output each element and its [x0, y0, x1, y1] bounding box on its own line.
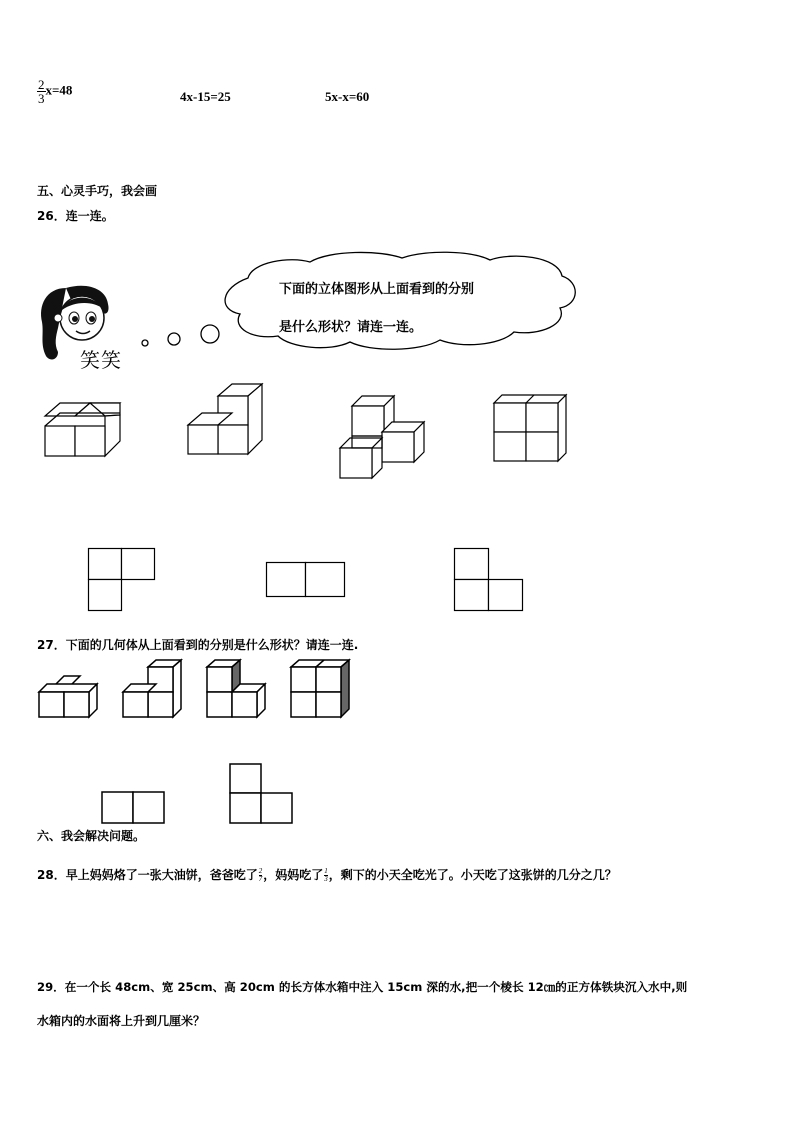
- character-caption: 笑笑: [80, 348, 122, 372]
- equation-1: $\frac{2}{3}$ x=48: [38, 77, 73, 106]
- q26-view-shape-3: [454, 548, 526, 612]
- q27-view-shape-2: [229, 763, 295, 825]
- q27-solid-figure-4: [290, 659, 352, 720]
- question-27-label: 27．下面的几何体从上面看到的分别是什么形状？请连一连.: [37, 638, 359, 652]
- q27-solid-figure-1: [38, 675, 100, 720]
- fraction-2-3: $\frac{2}{3}$: [38, 77, 45, 106]
- q26-solid-figure-3: [338, 394, 428, 480]
- bubble-text-line-1: 下面的立体图形从上面看到的分别: [279, 282, 475, 297]
- q26-view-shape-2: [266, 562, 346, 598]
- q26-solid-figure-2: [188, 384, 268, 456]
- equation-2: 4x-15=25: [180, 89, 231, 104]
- equation-3: 5x-x=60: [325, 89, 370, 104]
- q27-solid-figure-2: [122, 659, 184, 720]
- section-5-heading: 五、心灵手巧，我会画: [37, 184, 158, 198]
- question-26-label: 26．连一连。: [37, 209, 114, 223]
- fraction-2-7: $\frac{2}{7}$: [258, 867, 263, 883]
- fraction-1-3: $\frac{1}{3}$: [324, 867, 328, 883]
- q27-solid-figure-3: [206, 659, 268, 720]
- question-28: 28．早上妈妈烙了一张大油饼，爸爸吃了 $\frac{2}{7}$ ，妈妈吃了 $\frac{1}{3}$ ，剩下的小天全吃光了。小天吃了这张饼的几分之几？: [37, 867, 617, 883]
- thought-bubble: [140, 248, 600, 360]
- q26-solid-figure-4: [492, 393, 572, 465]
- q27-view-shape-1: [101, 791, 167, 825]
- q26-solid-figure-1: [42, 403, 122, 458]
- bubble-text-line-2: 是什么形状？请连一连。: [279, 320, 423, 335]
- q26-view-shape-1: [88, 548, 158, 612]
- question-29-line-1: 29．在一个长 48cm、宽 25cm、高 20cm 的长方体水箱中注入 15cm 深的水,把一个棱长 12㎝的正方体铁块沉入水中,则: [37, 980, 688, 994]
- section-6-heading: 六、我会解决问题。: [37, 829, 146, 843]
- question-29-line-2: 水箱内的水面将上升到几厘米？: [37, 1014, 206, 1028]
